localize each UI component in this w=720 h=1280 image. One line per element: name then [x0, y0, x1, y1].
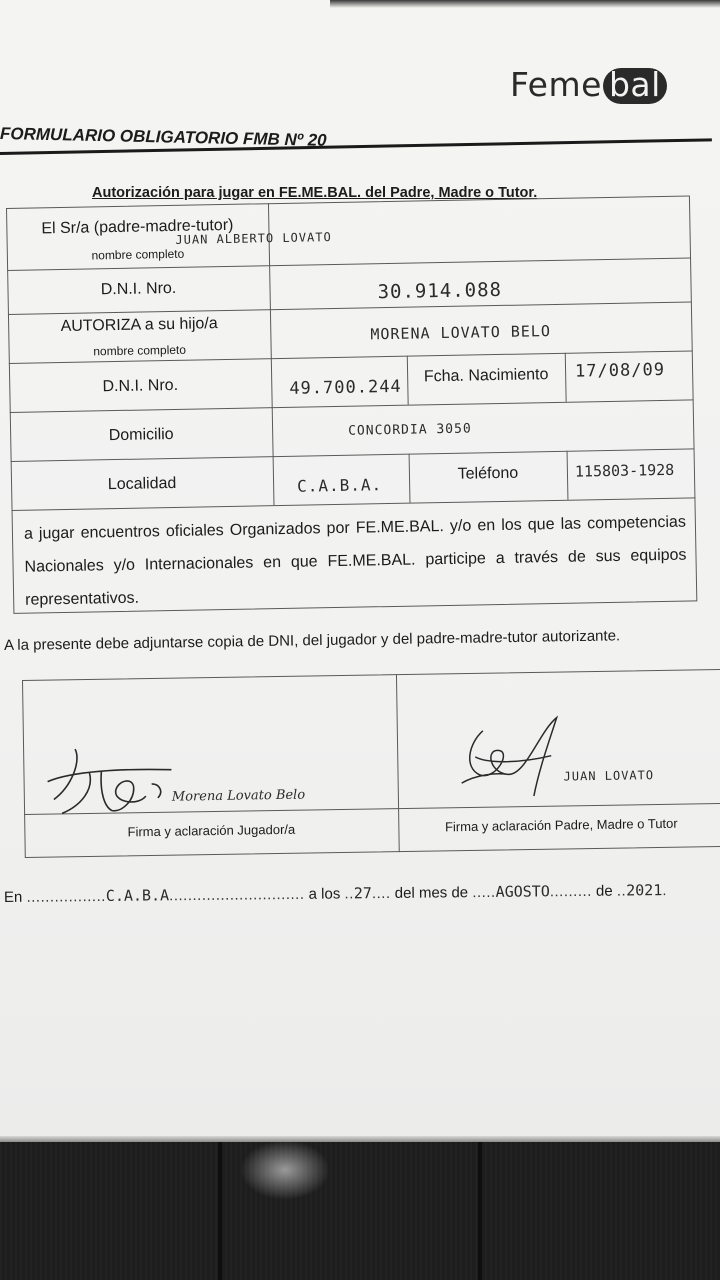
form-title: FORMULARIO OBLIGATORIO FMB Nº 20	[0, 124, 327, 150]
guardian-clarification: JUAN LOVATO	[563, 768, 655, 784]
date-year-label: de	[595, 882, 613, 900]
birth-date-label: Fcha. Nacimiento	[423, 366, 549, 386]
child-dni-label: D.N.I. Nro.	[102, 376, 179, 396]
address-label: Domicilio	[108, 425, 174, 445]
player-clarification: Morena Lovato Belo	[171, 787, 306, 805]
date-year-value: 2021	[626, 881, 663, 900]
birth-date-value: 17/08/09	[574, 359, 666, 382]
guardian-label: El Sr/a (padre-madre-tutor)	[41, 216, 234, 238]
guardian-sublabel: nombre completo	[91, 246, 185, 263]
guardian-dni-label: D.N.I. Nro.	[100, 279, 177, 299]
date-day-label: a los	[308, 885, 341, 903]
background-surface	[0, 1142, 720, 1280]
logo-suffix: bal	[603, 68, 667, 104]
date-en-label: En	[3, 888, 23, 906]
light-reflection	[240, 1140, 330, 1200]
guardian-signature	[455, 711, 596, 803]
phone-value: 115803-1928	[574, 460, 675, 481]
authorization-table	[6, 195, 697, 613]
page-shadow	[330, 0, 720, 8]
attachment-note: A la presente debe adjuntarse copia de DNI, del jugador y del padre-madre-tutor autorizante.	[3, 627, 621, 654]
date-month-label: del mes de	[394, 884, 469, 902]
city-value: C.A.B.A.	[296, 475, 383, 496]
logo-prefix: Feme	[510, 65, 602, 104]
femebal-logo	[510, 65, 667, 104]
child-sublabel: nombre completo	[93, 342, 187, 359]
guardian-dni-value: 30.914.088	[377, 278, 503, 304]
guardian-signature-caption: Firma y aclaración Padre, Madre o Tutor	[444, 815, 678, 835]
phone-label: Teléfono	[457, 464, 519, 483]
address-value: CONCORDIA 3050	[348, 421, 472, 439]
surface-seam	[218, 1142, 222, 1280]
date-place-value: C.A.B.A	[105, 886, 170, 905]
city-label: Localidad	[107, 474, 177, 494]
guardian-name-value: JUAN ALBERTO LOVATO	[175, 230, 332, 247]
surface-seam	[478, 1142, 482, 1280]
date-day-value: 27	[353, 884, 372, 903]
child-name-value: MORENA LOVATO BELO	[370, 322, 552, 344]
child-dni-value: 49.700.244	[289, 376, 402, 399]
child-label: AUTORIZA a su hijo/a	[60, 315, 218, 336]
player-signature	[41, 739, 202, 822]
player-signature-caption: Firma y aclaración Jugador/a	[127, 821, 296, 840]
date-month-value: AGOSTO	[495, 882, 550, 901]
signature-table	[22, 669, 720, 858]
authorization-text: a jugar encuentros oficiales Organizados por FE.ME.BAL. y/o en los que las competencias Nacionales y/o Internacionales en que FE.ME.BAL. participe a través de sus equipos representativos.	[23, 513, 687, 609]
date-place-line: En .................C.A.B.A............................. a los ..27.... del mes de .....AGOSTO......... de ..2021.	[3, 881, 668, 906]
form-subtitle: Autorización para jugar en FE.ME.BAL. del Padre, Madre o Tutor.	[92, 185, 538, 201]
